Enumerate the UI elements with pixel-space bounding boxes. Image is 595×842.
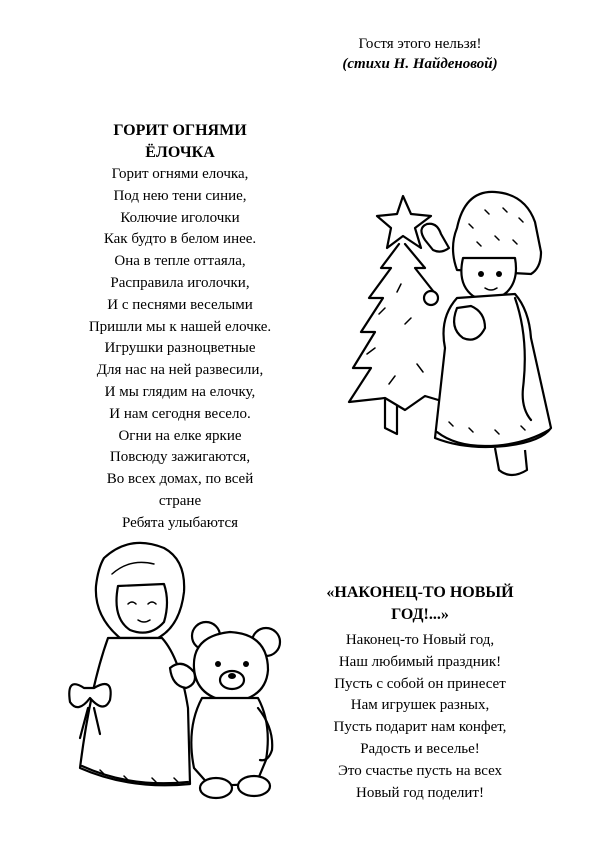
teddy-bear-head <box>194 632 268 702</box>
verse-line: Наконец-то Новый год, <box>345 632 495 648</box>
poem1-title-line: ГОРИТ ОГНЯМИ <box>113 122 247 139</box>
poem-gorit-ognyami <box>50 120 310 531</box>
verse-line: Огни на елке яркие <box>118 427 242 444</box>
verse-line: Горит огнями елочка, <box>111 166 249 182</box>
snow-maiden-with-bear-illustration <box>60 538 290 828</box>
verse-line: И нам сегодня весело. <box>109 405 251 422</box>
verse-line: Это счастье пусть на всех <box>337 762 503 779</box>
poem1-verses <box>50 164 310 531</box>
verse-line: Для нас на ней развесили, <box>96 362 264 379</box>
poem1-title-line: ЁЛОЧКА <box>145 144 215 161</box>
star-icon <box>377 196 431 248</box>
poem2-title-line: «НАКОНЕЦ-ТО НОВЫЙ <box>326 584 514 601</box>
poem1-title <box>50 120 310 164</box>
verse-line: стране <box>158 492 202 509</box>
poem2-title-line: ГОД!...» <box>391 606 449 623</box>
header-line: Гостя этого нельзя! <box>358 36 482 52</box>
teddy-bear-body <box>191 698 267 786</box>
verse-line: Нам игрушек разных, <box>350 697 490 714</box>
verse-line: Радость и веселье! <box>360 740 480 757</box>
verse-line: Пусть подарит нам конфет, <box>333 719 507 736</box>
snow-maiden-with-tree-illustration <box>345 188 565 488</box>
snow-maiden-face <box>117 584 168 633</box>
verse-line: Игрушки разноцветные <box>104 340 256 357</box>
verse-line: И с песнями веселыми <box>107 296 253 313</box>
poem2-verses <box>295 630 545 804</box>
poem-header <box>300 34 540 74</box>
snow-maiden-coat <box>80 638 190 785</box>
verse-line: Колючие иголочки <box>120 209 240 226</box>
verse-line: Расправила иголочки, <box>110 274 250 291</box>
christmas-tree-icon <box>349 244 445 410</box>
poem-author: (стихи Н. Найденовой) <box>342 56 498 72</box>
verse-line: Новый год поделит! <box>356 784 484 801</box>
verse-line: Ребята улыбаются <box>121 514 239 531</box>
verse-line: Как будто в белом инее. <box>103 231 257 248</box>
verse-line: Она в тепле оттаяла, <box>114 253 246 270</box>
poem2-title <box>295 582 545 626</box>
verse-line: Повсюду зажигаются, <box>109 449 251 466</box>
snow-maiden-coat <box>435 294 551 447</box>
verse-line: Наш любимый праздник! <box>338 653 502 670</box>
verse-line: Во всех домах, по всей <box>106 471 254 488</box>
verse-line: Пришли мы к нашей елочке. <box>88 318 272 335</box>
verse-line: Пусть с собой он принесет <box>334 675 506 692</box>
verse-line: Под нею тени синие, <box>113 187 247 204</box>
poem-nakonets-to <box>295 582 545 804</box>
verse-line: И мы глядим на елочку, <box>104 383 256 400</box>
